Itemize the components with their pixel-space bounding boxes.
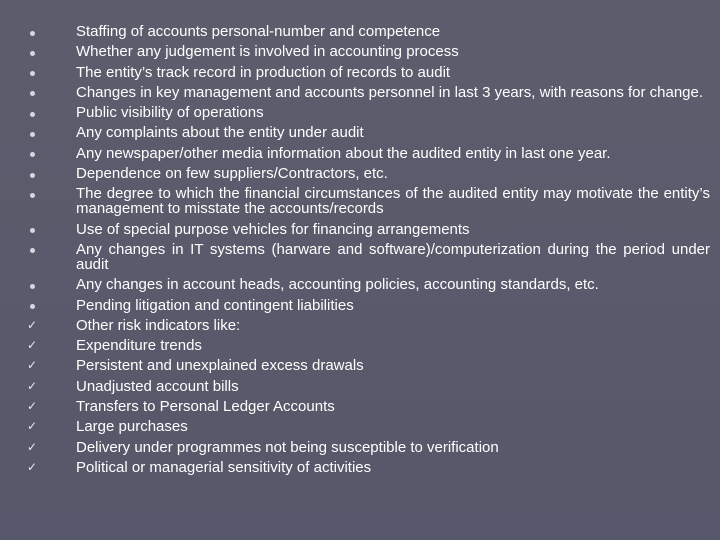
list-item-text: Large purchases [76,418,188,436]
list-item [26,399,710,414]
list-item-text: Unadjusted account bills [76,377,239,395]
list-item [26,65,710,80]
list-item-text: Public visibility of operations [76,104,264,122]
dot-bullet-icon [26,125,38,140]
list-item-text: Persistent and unexplained excess drawals [76,357,364,375]
list-item-text: Dependence on few suppliers/Contractors, etc. [76,165,388,183]
list-item [26,419,710,434]
list-item-text: Delivery under programmes not being susceptible to verification [76,438,499,456]
checkmark-icon: ✓ [26,378,38,393]
list-item [26,166,710,181]
list-item-text: Pending litigation and contingent liabilities [76,296,354,314]
list-item-text: Any changes in account heads, accounting policies, accounting standards, etc. [76,276,599,294]
list-item [26,277,710,292]
list-item-text: Staffing of accounts personal-number and competence [76,23,441,40]
list-item [26,85,710,100]
checkmark-icon: ✓ [26,439,38,454]
dot-bullet-icon [26,242,38,257]
list-item [26,125,710,140]
list-item [26,379,710,394]
checkmark-icon: ✓ [26,399,38,414]
dot-bullet-icon [26,44,38,59]
list-item-text: Any newspaper/other media information about the audited entity in last one year. [76,144,611,162]
bullet-list [26,24,710,480]
list-item [26,338,710,353]
list-item-text: Changes in key management and accounts personnel in last 3 years, with reasons for change. [76,83,704,101]
checkmark-icon: ✓ [26,459,38,474]
list-item [26,105,710,120]
list-item [26,24,710,39]
list-item-text: Expenditure trends [76,337,202,355]
dot-bullet-icon [26,166,38,181]
dot-bullet-icon [26,298,38,313]
list-item [26,440,710,455]
dot-bullet-icon [26,277,38,292]
checkmark-icon: ✓ [26,358,38,373]
list-item-text: Use of special purpose vehicles for financing arrangements [76,220,470,238]
dot-bullet-icon [26,24,38,39]
list-item [26,242,710,272]
checkmark-icon: ✓ [26,317,38,332]
list-item-text: Whether any judgement is involved in accounting process [76,43,459,61]
list-item-text: Any changes in IT systems (harware and software)/computerization during the period under audit [76,240,710,273]
list-item-text: Any complaints about the entity under audit [76,124,364,142]
list-item-text: Other risk indicators like: [76,316,241,334]
dot-bullet-icon [26,186,38,201]
list-item [26,146,710,161]
dot-bullet-icon [26,85,38,100]
list-item-text: Transfers to Personal Ledger Accounts [76,398,335,416]
dot-bullet-icon [26,65,38,80]
list-item [26,222,710,237]
list-item [26,186,710,216]
dot-bullet-icon [26,222,38,237]
list-item [26,460,710,475]
dot-bullet-icon [26,105,38,120]
list-item-text: The entity’s track record in production of records to audit [76,63,451,81]
checkmark-icon: ✓ [26,419,38,434]
list-item [26,358,710,373]
list-item [26,298,710,313]
list-item-text: The degree to which the financial circumstances of the audited entity may motivate the entity’s management to misstate the accounts/records [76,185,710,218]
list-item-text: Political or managerial sensitivity of activities [76,458,372,476]
list-item [26,44,710,59]
dot-bullet-icon [26,146,38,161]
list-item [26,318,710,333]
checkmark-icon: ✓ [26,338,38,353]
